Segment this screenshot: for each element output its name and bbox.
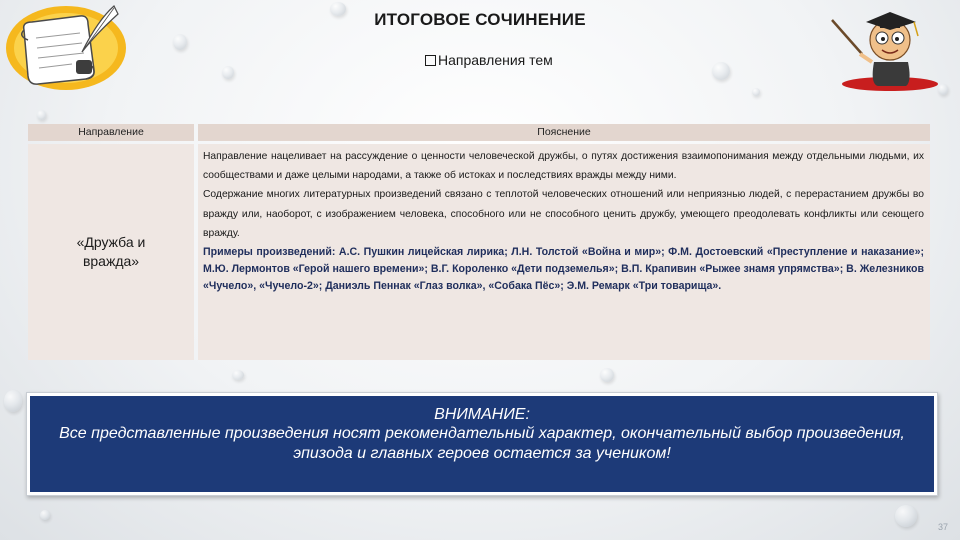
examples-paragraph: Примеры произведений: А.С. Пушкин лицейская лирика; Л.Н. Толстой «Война и мир»; Ф.М. Достоевский «Преступление и наказание»; М.Ю. Лермонтов «Герой нашего времени»; В.Г. Короленко «Дети подземелья»; В.П. Крапивин «Рыжее знамя упрямства»; В. Железников «Чучело», «Чучело-2»; Даниэль Пеннак «Глаз волка», «Собака Пёс»; Э.М. Ремарк «Три товарища». bbox=[203, 246, 924, 293]
water-drop bbox=[232, 370, 244, 380]
section-subtitle bbox=[425, 52, 553, 68]
water-drop bbox=[895, 505, 917, 527]
water-drop bbox=[600, 368, 614, 382]
attention-notice bbox=[26, 392, 938, 496]
checkbox-bullet-icon bbox=[425, 55, 436, 66]
subtitle-text: Направления тем bbox=[438, 52, 553, 68]
explanation-paragraph: Направление нацеливает на рассуждение о ценности человеческой дружбы, о путях достижения взаимопонимания между отдельными людьми, их сообществами и даже целыми народами, а также об истоках и последствиях вражды между ними. bbox=[203, 151, 924, 182]
column-header-explanation: Пояснение bbox=[198, 124, 930, 141]
page-number: 37 bbox=[938, 522, 949, 532]
explanation-cell bbox=[198, 144, 930, 360]
water-drop bbox=[173, 34, 187, 50]
explanation-paragraph: Содержание многих литературных произведений связано с теплотой человеческих отношений или неприязнью людей, с перерастанием дружбы во вражду или, наоборот, с изображением человека, способного или не способного ценить дружбу, умеющего преодолевать конфликты или сеющего вражду. bbox=[203, 189, 924, 239]
page-title: ИТОГОВОЕ СОЧИНЕНИЕ bbox=[374, 10, 586, 29]
graduate-owl-icon bbox=[830, 2, 942, 92]
notice-title: ВНИМАНИЕ: bbox=[434, 406, 530, 423]
direction-name: «Дружба и вражда» bbox=[76, 234, 146, 269]
water-drop bbox=[752, 88, 760, 96]
scroll-quill-icon bbox=[2, 0, 130, 92]
water-drop bbox=[712, 62, 730, 80]
notice-body: Все представленные произведения носят рекомендательный характер, окончательный выбор произведения, эпизода и главных героев остается за учеником! bbox=[59, 425, 905, 462]
direction-cell bbox=[28, 144, 194, 360]
topics-table bbox=[28, 124, 930, 360]
column-header-direction: Направление bbox=[28, 124, 194, 141]
water-drop bbox=[4, 390, 22, 412]
water-drop bbox=[37, 110, 46, 120]
notice-panel bbox=[30, 396, 934, 492]
water-drop bbox=[222, 66, 234, 79]
water-drop bbox=[40, 510, 50, 520]
